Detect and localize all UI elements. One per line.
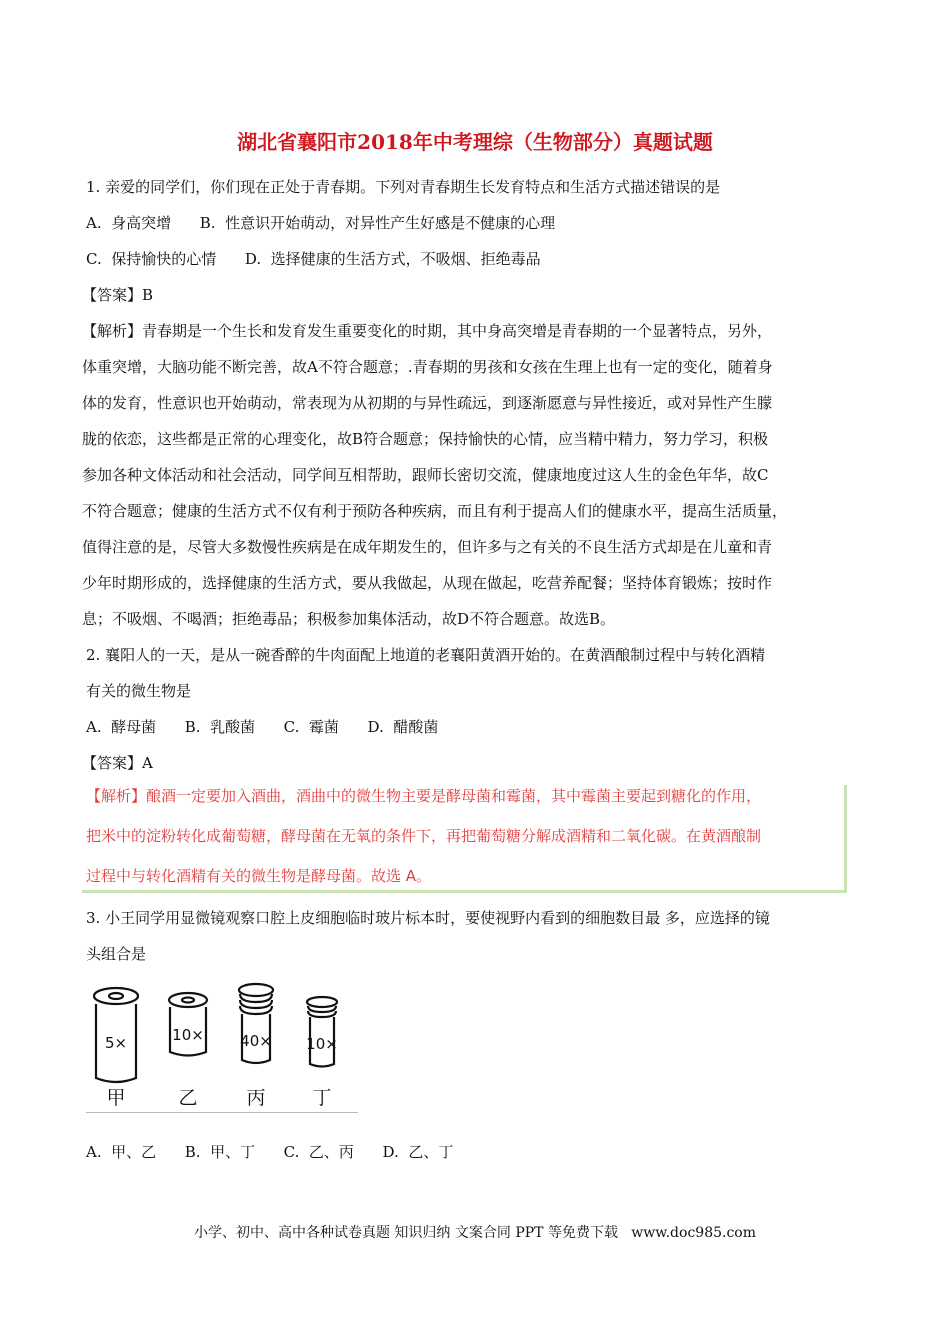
analysis-line: 【解析】酿酒一定要加入酒曲，酒曲中的微生物主要是酵母菌和霉菌，其中霉菌主要起到糖化的作用，: [86, 787, 762, 805]
lens-ding-shape: [307, 997, 337, 1067]
analysis-line: 值得注意的是，尽管大多数慢性疾病是在成年期发生的，但许多与之有关的不良生活方式却是在儿童和青: [82, 538, 773, 556]
analysis-line: 参加各种文体活动和社会活动，同学间互相帮助，跟师长密切交流，健康地度过这人生的金色年华，故C: [82, 466, 769, 484]
analysis-line: 体的发育，性意识也开始萌动，常表现为从初期的与异性疏远，到逐渐愿意与异性接近，或对异性产生朦: [82, 394, 773, 412]
q1-analysis: [82, 322, 866, 629]
page-footer: 小学、初中、高中各种试卷真题 知识归纳 文案合同 PPT 等免费下载 www.doc985.com: [193, 1225, 756, 1241]
q2-answer: 【答案】A: [82, 754, 153, 772]
analysis-line: 体重突增，大脑功能不断完善，故A不符合题意；.青春期的男孩和女孩在生理上也有一定的变化，随着身: [82, 358, 773, 376]
q1-answer: 【答案】B: [82, 286, 154, 304]
analysis-line: 息；不吸烟、不喝酒；拒绝毒品；积极参加集体活动，故D不符合题意。故选B。: [82, 610, 616, 628]
question-content: [82, 178, 866, 1162]
analysis-line: 【解析】青春期是一个生长和发育发生重要变化的时期，其中身高突增是青春期的一个显著特点，另外，: [82, 322, 773, 340]
q2-stem-line1: 2. 襄阳人的一天，是从一碗香醉的牛肉面配上地道的老襄阳黄酒开始的。在黄酒酿制过程中与转化酒精: [86, 646, 766, 664]
analysis-line: 把米中的淀粉转化成葡萄糖，酵母菌在无氧的条件下，再把葡萄糖分解成酒精和二氧化碳。在黄酒酿制: [86, 827, 762, 845]
q2-options: A. 酵母菌 B. 乳酸菌 C. 霉菌 D. 醋酸菌: [86, 718, 439, 736]
lens-name-label: 甲: [106, 1087, 126, 1109]
page-title: 湖北省襄阳市2018年中考理综（生物部分）真题试题: [237, 130, 713, 154]
analysis-line: 胧的依恋，这些都是正常的心理变化，故B符合题意；保持愉快的心情，应当精中精力，努力学习，积极: [82, 430, 769, 448]
lens-name-label: 丙: [246, 1087, 266, 1109]
lens-bing-shape: [239, 984, 273, 1063]
q1-options-ab: A. 身高突增 B. 性意识开始萌动，对异性产生好感是不健康的心理: [86, 214, 556, 232]
lens-mag-label: 5×: [104, 1034, 128, 1052]
lens-diagram: [86, 978, 358, 1112]
lens-mag-label: 10×: [172, 1026, 204, 1044]
q2-stem-line2: 有关的微生物是: [86, 682, 192, 700]
lens-mag-label: 10×: [306, 1035, 338, 1053]
eyepiece-objective-figure: [86, 978, 358, 1113]
q3-options: A. 甲、乙 B. 甲、丁 C. 乙、丙 D. 乙、丁: [86, 1143, 454, 1161]
lens-mag-label: 40×: [240, 1032, 272, 1050]
analysis-line: 少年时期形成的，选择健康的生活方式，要从我做起，从现在做起，吃营养配餐；坚持体育锻炼；按时作: [82, 574, 773, 592]
q3-stem-line1: 3. 小王同学用显微镜观察口腔上皮细胞临时玻片标本时，要使视野内看到的细胞数目最 多，应选择的镜: [86, 909, 770, 927]
analysis-line: 不符合题意；健康的生活方式不仅有利于预防各种疾病，而且有利于提高人们的健康水平，提高生活质量，: [82, 502, 788, 520]
lens-yi-shape: [169, 993, 207, 1056]
q3-stem-line2: 头组合是: [86, 945, 147, 963]
analysis-line: 过程中与转化酒精有关的微生物是酵母菌。故选 A。: [86, 867, 432, 885]
lens-name-label: 乙: [178, 1087, 198, 1109]
q1-options-cd: C. 保持愉快的心情 D. 选择健康的生活方式，不吸烟、拒绝毒品: [86, 250, 541, 268]
q2-analysis-box: [82, 785, 847, 893]
lens-name-label: 丁: [312, 1087, 332, 1109]
q1-stem: 1. 亲爱的同学们，你们现在正处于青春期。下列对青春期生长发育特点和生活方式描述错误的是: [86, 178, 721, 196]
